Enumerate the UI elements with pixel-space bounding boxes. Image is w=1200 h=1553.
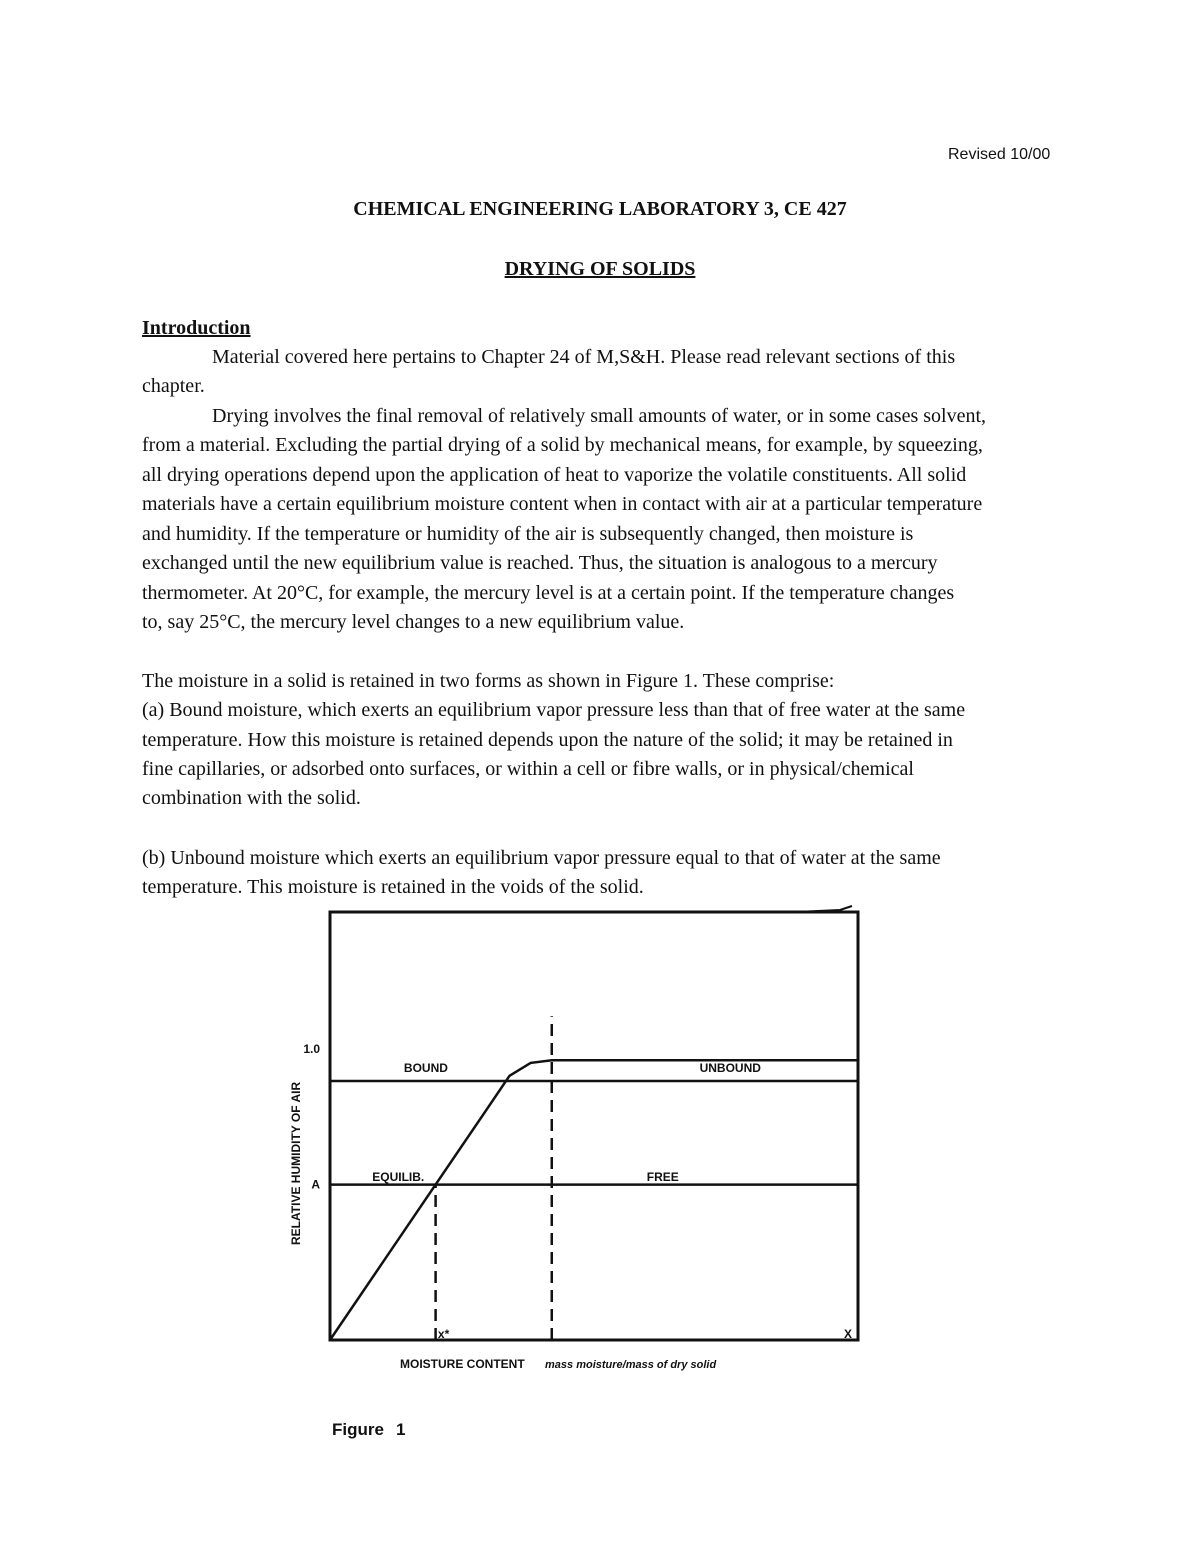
chart-frame (330, 912, 858, 1340)
document-title: CHEMICAL ENGINEERING LABORATORY 3, CE 427 (353, 198, 847, 220)
paragraph-line: temperature. How this moisture is retained depends upon the nature of the solid; it may be retained in (142, 729, 953, 751)
x-tick-label: X (843, 1327, 853, 1341)
x-axis-sublabel: mass moisture/mass of dry solid (545, 1359, 717, 1371)
paragraph-line: (b) Unbound moisture which exerts an equilibrium vapor pressure equal to that of water at the same (142, 847, 941, 869)
paragraph-line: to, say 25°C, the mercury level changes to a new equilibrium value. (142, 611, 685, 633)
paragraph-line: temperature. This moisture is retained in the voids of the solid. (142, 876, 644, 898)
section-heading-introduction: Introduction (142, 317, 251, 339)
paragraph-line: and humidity. If the temperature or humidity of the air is subsequently changed, then moisture is (142, 523, 914, 545)
y-tick-label: A (311, 1177, 320, 1192)
paragraph-line: Material covered here pertains to Chapter 24 of M,S&H. Please read relevant sections of this (212, 346, 956, 368)
paragraph-line: from a material. Excluding the partial drying of a solid by mechanical means, for example, by squeezing, (142, 434, 983, 456)
x-tick-label: x* (437, 1327, 450, 1341)
paragraph-line: (a) Bound moisture, which exerts an equilibrium vapor pressure less than that of free water at the same (142, 699, 966, 721)
revised-date: Revised 10/00 (948, 146, 1051, 163)
y-axis-label: RELATIVE HUMIDITY OF AIR (289, 1081, 303, 1245)
x-axis-label: MOISTURE CONTENT (400, 1357, 525, 1371)
paragraph-line: exchanged until the new equilibrium value is reached. Thus, the situation is analogous to a mercury (142, 552, 938, 574)
region-label-equilib: EQUILIB. (372, 1169, 425, 1184)
paragraph-line: fine capillaries, or adsorbed onto surfaces, or within a cell or fibre walls, or in physical/chemical (142, 758, 914, 780)
figure-caption-number: 1 (395, 1420, 406, 1439)
paragraph-line: chapter. (142, 375, 205, 397)
region-label-free: FREE (646, 1169, 679, 1184)
paragraph-line: combination with the solid. (142, 787, 361, 809)
document-subtitle: DRYING OF SOLIDS (504, 258, 696, 280)
figure-caption (332, 1420, 405, 1440)
paragraph-line: thermometer. At 20°C, for example, the mercury level is at a certain point. If the temperature changes (142, 582, 955, 604)
region-label-bound: BOUND (403, 1061, 448, 1076)
paragraph-line: The moisture in a solid is retained in two forms as shown in Figure 1. These comprise: (142, 670, 835, 692)
y-tick-label: 1.0 (303, 1042, 320, 1056)
paragraph-line: all drying operations depend upon the application of heat to vaporize the volatile constituents. All solid (142, 464, 967, 486)
paragraph-line: materials have a certain equilibrium moisture content when in contact with air at a particular temperature (142, 493, 983, 515)
equilibrium-curve (330, 1060, 858, 1340)
figure-caption-label: Figure (332, 1420, 384, 1439)
region-label-unbound: UNBOUND (699, 1061, 761, 1076)
paragraph-line: Drying involves the final removal of relatively small amounts of water, or in some cases solvent, (212, 405, 987, 427)
